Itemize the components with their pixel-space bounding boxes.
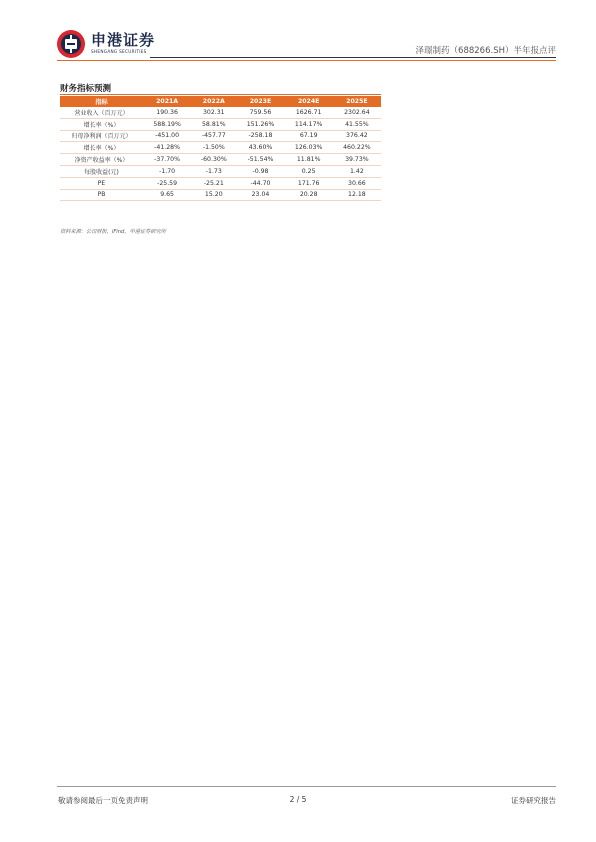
column-header: 2024E <box>285 96 333 107</box>
footer-disclaimer: 敬请参阅最后一页免责声明 <box>58 796 148 805</box>
table-cell: 1626.71 <box>285 107 333 118</box>
row-label: PE <box>60 177 143 189</box>
table-cell: 376.42 <box>333 130 381 142</box>
table-cell: 41.55% <box>333 118 381 130</box>
table-cell: -457.77 <box>191 130 236 142</box>
table-cell: -51.54% <box>236 154 284 166</box>
table-cell: -25.59 <box>143 177 191 189</box>
table-cell: -258.18 <box>236 130 284 142</box>
table-cell: 151.26% <box>236 118 284 130</box>
table-cell: 0.25 <box>285 165 333 177</box>
table-row <box>60 177 381 189</box>
table-row <box>60 130 381 142</box>
table-cell: -41.28% <box>143 142 191 154</box>
table-cell: -1.50% <box>191 142 236 154</box>
table-cell: -1.70 <box>143 165 191 177</box>
column-header: 2023E <box>236 96 284 107</box>
column-header: 2021A <box>143 96 191 107</box>
table-cell: 23.04 <box>236 189 284 201</box>
logo-name-en: SHENGANG SECURITIES <box>91 49 147 55</box>
table-cell: 67.19 <box>285 130 333 142</box>
table-row <box>60 107 381 118</box>
header-accent-divider <box>57 60 556 61</box>
table-cell: 15.20 <box>191 189 236 201</box>
column-header: 指标 <box>60 96 143 107</box>
table-cell: 302.31 <box>191 107 236 118</box>
page-number: 2 / 5 <box>289 795 307 804</box>
table-row <box>60 118 381 130</box>
row-label: 归母净利润（百万元） <box>60 130 143 142</box>
table-row <box>60 165 381 177</box>
row-label: 增长率（%） <box>60 118 143 130</box>
row-label: 增长率（%） <box>60 142 143 154</box>
data-source-note: 资料来源：公司财报，iFind，申港证券研究所 <box>60 229 166 235</box>
table-cell: 30.66 <box>333 177 381 189</box>
table-cell: 759.56 <box>236 107 284 118</box>
company-logo <box>56 28 155 60</box>
table-cell: -37.70% <box>143 154 191 166</box>
table-cell: 20.28 <box>285 189 333 201</box>
table-header-row <box>60 96 381 107</box>
table-cell: 588.19% <box>143 118 191 130</box>
table-cell: 126.03% <box>285 142 333 154</box>
row-label: 营业收入（百万元） <box>60 107 143 118</box>
table-row <box>60 189 381 201</box>
table-cell: 11.81% <box>285 154 333 166</box>
table-row <box>60 154 381 166</box>
table-cell: -25.21 <box>191 177 236 189</box>
logo-name-cn: 申港证券 <box>91 31 156 50</box>
footer-divider <box>57 786 556 787</box>
table-cell: 171.76 <box>285 177 333 189</box>
row-label: PB <box>60 189 143 201</box>
table-cell: 460.22% <box>333 142 381 154</box>
section-title: 财务指标预测 <box>60 84 112 94</box>
header-divider <box>150 57 556 58</box>
footer-report-label: 证券研究报告 <box>511 796 556 805</box>
table-cell: 58.81% <box>191 118 236 130</box>
row-label: 每股收益(元) <box>60 165 143 177</box>
logo-text <box>91 33 155 54</box>
column-header: 2025E <box>333 96 381 107</box>
table-cell: -1.73 <box>191 165 236 177</box>
table-cell: -44.70 <box>236 177 284 189</box>
column-header: 2022A <box>191 96 236 107</box>
table-cell: 114.17% <box>285 118 333 130</box>
report-title: 泽璟制药（688266.SH）半年报点评 <box>415 46 556 56</box>
table-cell: -0.98 <box>236 165 284 177</box>
table-cell: -451.00 <box>143 130 191 142</box>
section-divider <box>60 94 381 95</box>
shengang-logo-icon <box>56 29 86 59</box>
table-cell: 39.73% <box>333 154 381 166</box>
table-row <box>60 142 381 154</box>
table-cell: 2302.64 <box>333 107 381 118</box>
row-label: 净资产收益率（%） <box>60 154 143 166</box>
table-cell: 43.60% <box>236 142 284 154</box>
table-cell: 1.42 <box>333 165 381 177</box>
financial-forecast-table <box>60 96 381 201</box>
table-cell: 12.18 <box>333 189 381 201</box>
table-cell: 190.36 <box>143 107 191 118</box>
table-cell: 9.65 <box>143 189 191 201</box>
table-cell: -60.30% <box>191 154 236 166</box>
